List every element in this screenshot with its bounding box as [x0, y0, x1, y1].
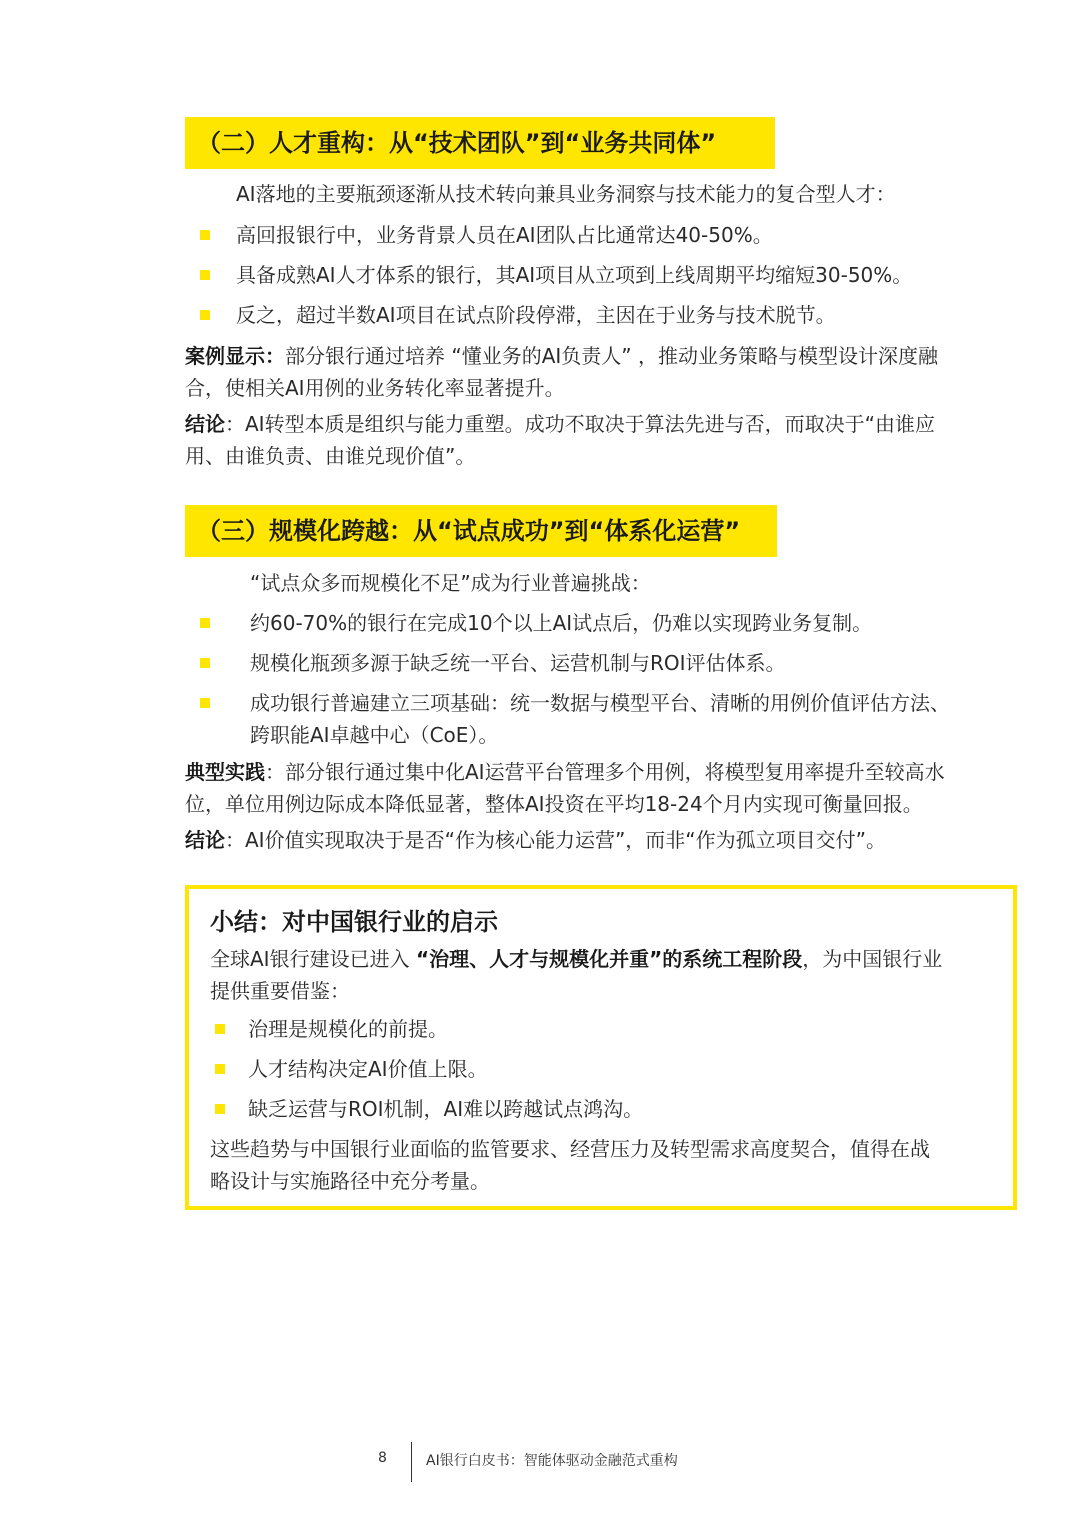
section-3-intro: “试点众多而规模化不足”成为行业普遍挑战： [250, 571, 651, 595]
section-3-bullet-3-line-1: 成功银行普遍建立三项基础：统一数据与模型平台、清晰的用例价值评估方法、 [250, 691, 950, 715]
section-2-title: （二）人才重构：从“技术团队”到“业务共同体” [185, 117, 775, 169]
section-2-bullet-2: 具备成熟AI人才体系的银行，其AI项目从立项到上线周期平均缩短30-50%。 [236, 263, 913, 287]
summary-closing-line-1: 这些趋势与中国银行业面临的监管要求、经营压力及转型需求高度契合，值得在战 [210, 1137, 930, 1161]
section-3-bullet-1: 约60-70%的银行在完成10个以上AI试点后，仍难以实现跨业务复制。 [250, 611, 873, 635]
case-label: 案例显示： [185, 344, 285, 368]
case-line-2: 合，使相关AI用例的业务转化率显著提升。 [185, 376, 565, 400]
section-3-bullet-3-line-2: 跨职能AI卓越中心（CoE）。 [250, 723, 499, 747]
summary-intro-bold: “治理、人才与规模化并重”的系统工程阶段 [415, 947, 803, 971]
summary-closing-line-2: 略设计与实施路径中充分考量。 [210, 1169, 490, 1193]
summary-bullet-3: 缺乏运营与ROI机制，AI难以跨越试点鸿沟。 [248, 1097, 644, 1121]
summary-intro-line-2: 提供重要借鉴： [210, 979, 350, 1003]
page-number: 8 [378, 1450, 387, 1466]
summary-closing [210, 1133, 1010, 1197]
conclusion-label: 结论 [185, 412, 225, 436]
practice-label: 典型实践 [185, 760, 265, 784]
practice-line-2: 位，单位用例边际成本降低显著，整体AI投资在平均18-24个月内实现可衡量回报。 [185, 792, 923, 816]
summary-bullet-1: 治理是规模化的前提。 [248, 1017, 448, 1041]
section-2-case [185, 340, 1025, 404]
conclusion-line-1: ：AI转型本质是组织与能力重塑。成功不取决于算法先进与否，而取决于“由谁应 [225, 412, 935, 436]
bullet-marker [200, 658, 210, 668]
practice-line-1: ：部分银行通过集中化AI运营平台管理多个用例，将模型复用率提升至较高水 [265, 760, 945, 784]
footer-divider [411, 1442, 412, 1482]
section-2-conclusion [185, 408, 1025, 472]
bullet-marker [200, 270, 210, 280]
bullet-marker [200, 310, 210, 320]
section-3-bullet-2: 规模化瓶颈多源于缺乏统一平台、运营机制与ROI评估体系。 [250, 651, 786, 675]
section-2-intro: AI落地的主要瓶颈逐渐从技术转向兼具业务洞察与技术能力的复合型人才： [236, 182, 896, 206]
conclusion-text: ：AI价值实现取决于是否“作为核心能力运营”，而非“作为孤立项目交付”。 [225, 828, 887, 852]
bullet-marker [215, 1064, 225, 1074]
bullet-marker [215, 1024, 225, 1034]
summary-intro-a: 全球AI银行建设已进入 [210, 947, 416, 971]
section-3-practice [185, 756, 1025, 820]
bullet-marker [200, 698, 210, 708]
section-3-conclusion [185, 824, 1025, 856]
conclusion-label: 结论 [185, 828, 225, 852]
bullet-marker [215, 1104, 225, 1114]
summary-bullet-2: 人才结构决定AI价值上限。 [248, 1057, 488, 1081]
section-3-title: （三）规模化跨越：从“试点成功”到“体系化运营” [185, 505, 777, 557]
section-2-bullet-3: 反之，超过半数AI项目在试点阶段停滞，主因在于业务与技术脱节。 [236, 303, 836, 327]
summary-intro-b: ，为中国银行业 [802, 947, 943, 971]
footer-doc-title: AI银行白皮书：智能体驱动金融范式重构 [426, 1453, 678, 1469]
summary-title: 小结：对中国银行业的启示 [210, 908, 498, 936]
section-3-bullet-3 [250, 687, 950, 751]
section-2-bullet-1: 高回报银行中，业务背景人员在AI团队占比通常达40-50%。 [236, 223, 773, 247]
case-line-1: 部分银行通过培养 “懂业务的AI负责人” ，推动业务策略与模型设计深度融 [285, 344, 939, 368]
bullet-marker [200, 618, 210, 628]
summary-intro [210, 943, 1010, 1007]
bullet-marker [200, 230, 210, 240]
conclusion-line-2: 用、由谁负责、由谁兑现价值”。 [185, 444, 476, 468]
